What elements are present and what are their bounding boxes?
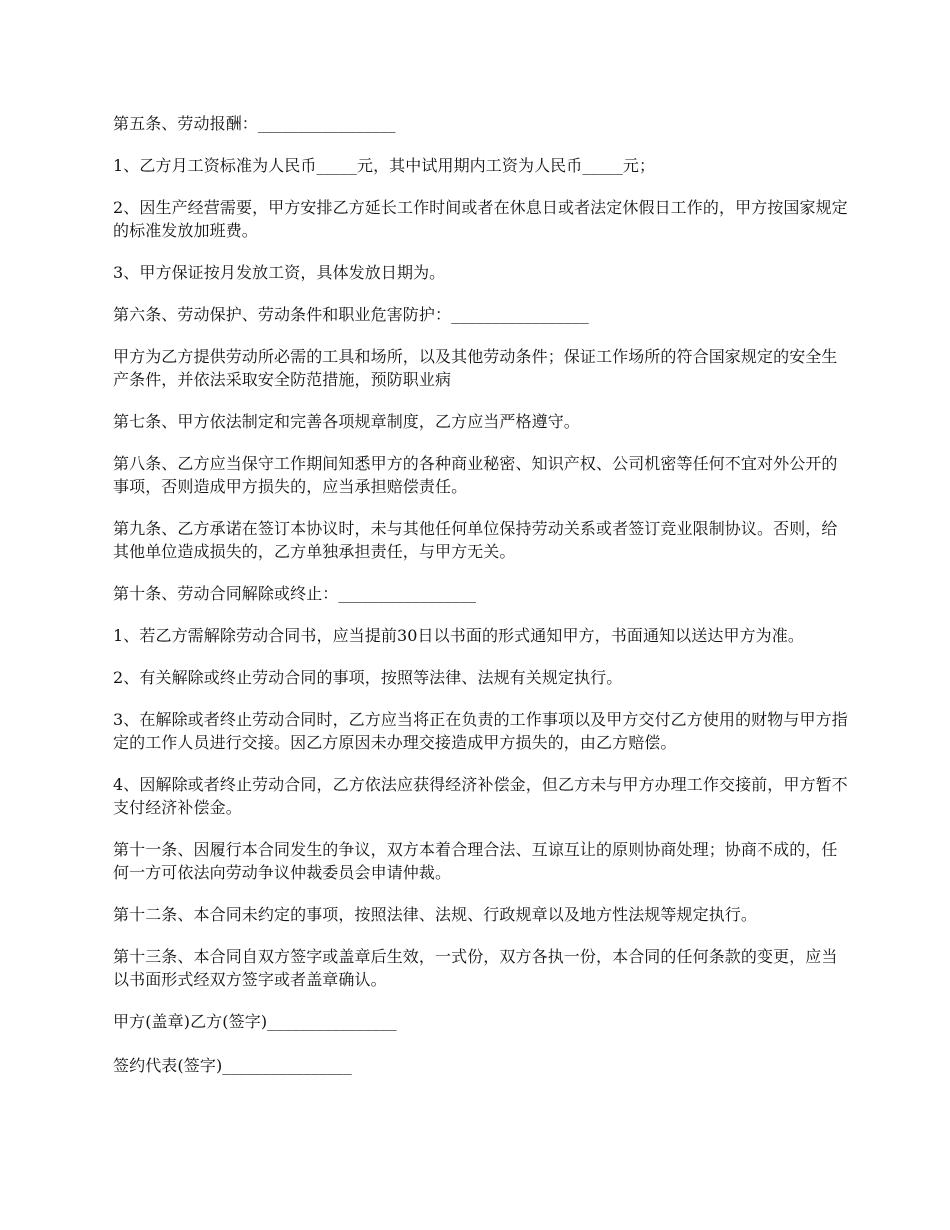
clause-5-title: 第五条、劳动报酬：_________________ [113, 114, 396, 133]
clause-10-item-4: 4、因解除或者终止劳动合同，乙方依法应获得经济补偿金，但乙方未与甲方办理工作交接前，甲方暂不支付经济补偿金。 [113, 775, 848, 817]
clause-10-item-1: 1、若乙方需解除劳动合同书，应当提前30日以书面的形式通知甲方，书面通知以送达甲方为准。 [113, 626, 804, 645]
contract-page [113, 112, 853, 1098]
clause-10-title: 第十条、劳动合同解除或终止：_________________ [113, 584, 477, 603]
clause-5-item-1: 1、乙方月工资标准为人民币_____元，其中试用期内工资为人民币_____元； [113, 156, 656, 175]
clause-7: 第七条、甲方依法制定和完善各项规章制度，乙方应当严格遵守。 [113, 412, 580, 431]
clause-9: 第九条、乙方承诺在签订本协议时，未与其他任何单位保持劳动关系或者签订竞业限制协议。否则，给其他单位造成损失的，乙方单独承担责任，与甲方无关。 [113, 519, 838, 561]
clause-10-item-2: 2、有关解除或终止劳动合同的事项，按照等法律、法规有关规定执行。 [113, 668, 623, 687]
clause-6-body: 甲方为乙方提供劳动所必需的工具和场所，以及其他劳动条件；保证工作场所的符合国家规定的安全生产条件，并依法采取安全防范措施，预防职业病 [113, 347, 838, 389]
clause-6-title: 第六条、劳动保护、劳动条件和职业危害防护：_________________ [113, 305, 589, 324]
signature-party-a-b: 甲方(盖章)乙方(签字)________________ [113, 1012, 397, 1031]
clause-5-item-3: 3、甲方保证按月发放工资，具体发放日期为。 [113, 263, 446, 282]
clause-8: 第八条、乙方应当保守工作期间知悉甲方的各种商业秘密、知识产权、公司机密等任何不宜对外公开的事项，否则造成甲方损失的，应当承担赔偿责任。 [113, 454, 838, 496]
signature-representative: 签约代表(签字)________________ [113, 1056, 352, 1075]
clause-13: 第十三条、本合同自双方签字或盖章后生效，一式份，双方各执一份，本合同的任何条款的变更，应当以书面形式经双方签字或者盖章确认。 [113, 947, 838, 989]
clause-11: 第十一条、因履行本合同发生的争议，双方本着合理合法、互谅互让的原则协商处理；协商不成的，任何一方可依法向劳动争议仲裁委员会申请仲裁。 [113, 840, 838, 882]
clause-12: 第十二条、本合同未约定的事项，按照法律、法规、行政规章以及地方性法规等规定执行。 [113, 905, 758, 924]
clause-5-item-2: 2、因生产经营需要，甲方安排乙方延长工作时间或者在休息日或者法定休假日工作的，甲方按国家规定的标准发放加班费。 [113, 198, 848, 240]
clause-10-item-3: 3、在解除或者终止劳动合同时，乙方应当将正在负责的工作事项以及甲方交付乙方使用的财物与甲方指定的工作人员进行交接。因乙方原因未办理交接造成甲方损失的，由乙方赔偿。 [113, 710, 848, 752]
